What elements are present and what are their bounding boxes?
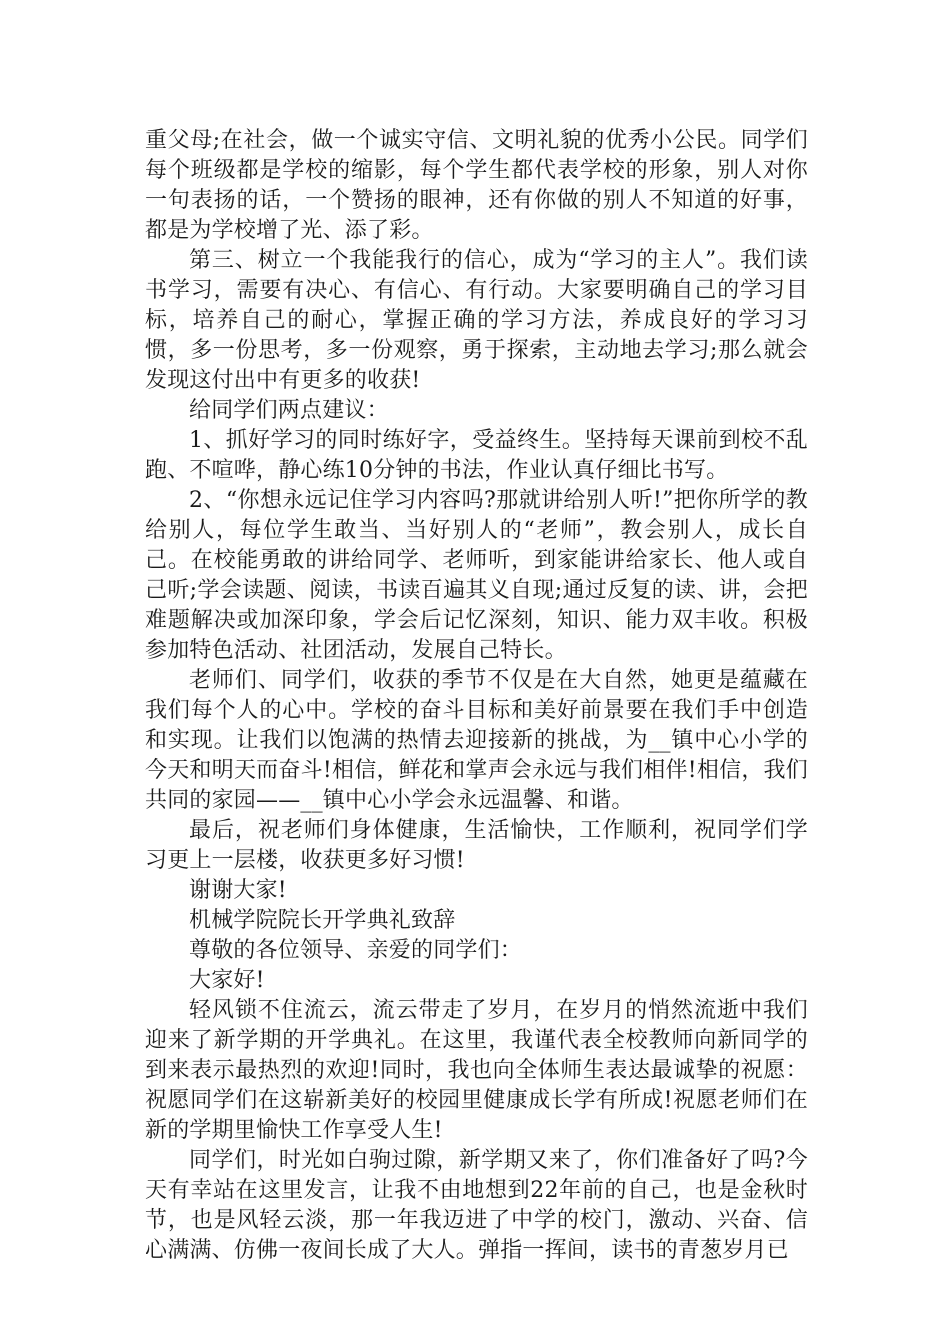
greeting: 大家好! xyxy=(189,968,265,993)
paragraph-7: 最后，祝老师们身体健康，生活愉快，工作顺利，祝同学们学习更上一层楼，收获更多好习惯! xyxy=(145,818,808,873)
paragraph-1: 重父母;在社会，做一个诚实守信、文明礼貌的优秀小公民。同学们每个班级都是学校的缩影，每个学生都代表学校的形象，别人对你一句表扬的话，一个赞扬的眼神，还有你做的别人不知道的好事，都是为学校增了光、添了彩。 xyxy=(145,128,808,243)
paragraph-8: 谢谢大家! xyxy=(189,878,287,903)
paragraph-12: 轻风锁不住流云，流云带走了岁月，在岁月的悄然流逝中我们迎来了新学期的开学典礼。在这里，我谨代表全校教师向新同学的到来表示最热烈的欢迎!同时，我也向全体师生表达最诚挚的祝愿：祝愿同学们在这崭新美好的校园里健康成长学有所成!祝愿老师们在新的学期里愉快工作享受人生! xyxy=(145,998,808,1143)
paragraph-13: 同学们，时光如白驹过隙，新学期又来了，你们准备好了吗?今天有幸站在这里发言，让我不由地想到22年前的自己，也是金秋时节，也是风轻云淡，那一年我迈进了中学的校门，激动、兴奋、信心满满、仿佛一夜间长成了大人。弹指一挥间，读书的青葱岁月已 xyxy=(145,1148,808,1263)
salutation: 尊敬的各位领导、亲爱的同学们： xyxy=(189,938,523,963)
paragraph-6: 老师们、同学们，收获的季节不仅是在大自然，她更是蕴藏在我们每个人的心中。学校的奋斗目标和美好前景要在我们手中创造和实现。让我们以饱满的热情去迎接新的挑战，为__镇中心小学的今天和明天而奋斗!相信，鲜花和掌声会永远与我们相伴!相信，我们共同的家园——__镇中心小学会永远温馨、和谐。 xyxy=(145,668,808,813)
document-page xyxy=(145,126,808,1266)
paragraph-4: 1、抓好学习的同时练好字，受益终生。坚持每天课前到校不乱跑、不喧哗，静心练10分钟的书法，作业认真仔细比书写。 xyxy=(145,428,808,483)
section-title: 机械学院院长开学典礼致辞 xyxy=(189,908,456,933)
paragraph-5: 2、“你想永远记住学习内容吗?那就讲给别人听!”把你所学的教给别人，每位学生敢当、当好别人的“老师”，教会别人，成长自己。在校能勇敢的讲给同学、老师听，到家能讲给家长、他人或自己听;学会读题、阅读，书读百遍其义自现;通过反复的读、讲，会把难题解决或加深印象，学会后记忆深刻，知识、能力双丰收。积极参加特色活动、社团活动，发展自己特长。 xyxy=(145,488,808,663)
paragraph-3: 给同学们两点建议： xyxy=(189,398,389,423)
paragraph-2: 第三、树立一个我能我行的信心，成为“学习的主人”。我们读书学习，需要有决心、有信心、有行动。大家要明确自己的学习目标，培养自己的耐心，掌握正确的学习方法，养成良好的学习习惯，多一份思考，多一份观察，勇于探索，主动地去学习;那么就会发现这付出中有更多的收获! xyxy=(145,248,808,393)
